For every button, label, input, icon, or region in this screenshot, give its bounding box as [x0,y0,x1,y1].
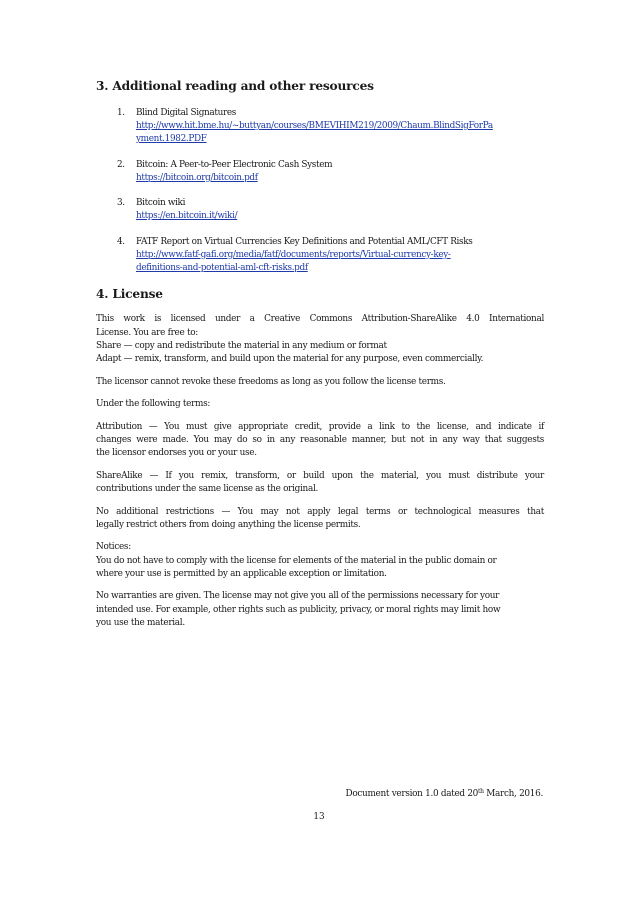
reference-item [96,236,544,275]
notices-paragraph [96,541,544,581]
reference-link-continued[interactable]: yment.1982.PDF [136,134,207,144]
reference-list [96,107,544,275]
reference-link[interactable]: https://en.bitcoin.it/wiki/ [136,211,238,222]
restrictions-paragraph [96,506,544,532]
terms-label [96,398,544,411]
reference-item [96,159,544,185]
warranty-paragraph [96,590,544,630]
reference-number: 1. [117,108,125,118]
text-line: Attribution — You must give appropriate credit, provide a link to the license, and indicate if [96,421,544,432]
section-heading-additional-reading: 3. Additional reading and other resources [96,79,374,93]
reference-title: Bitcoin: A Peer-to-Peer Electronic Cash System [136,159,333,170]
attribution-paragraph [96,421,544,461]
reference-title: Bitcoin wiki [136,198,186,209]
document-version-note [346,788,544,799]
version-suffix: March, 2016. [483,789,543,799]
text-line: The licensor cannot revoke these freedoms as long as you follow the license terms. [96,376,446,387]
sharealike-paragraph [96,470,544,496]
irrevocable-paragraph [96,376,544,389]
reference-number: 2. [117,159,125,170]
reference-title: Blind Digital Signatures [136,108,236,118]
reference-item [96,107,544,146]
text-line: This work is licensed under a Creative Commons Attribution-ShareAlike 4.0 International [96,314,544,325]
text-line: changes were made. You may do so in any reasonable manner, but not in any way that suggests [96,434,544,445]
reference-number: 3. [117,198,125,209]
text-line: you use the material. [96,617,185,628]
reference-link[interactable]: https://bitcoin.org/bitcoin.pdf [136,172,258,183]
text-line: ShareAlike — If you remix, transform, or build upon the material, you must distribute your [96,470,544,481]
page-content [96,74,544,639]
reference-link-continued[interactable]: definitions-and-potential-aml-cft-risks.pdf [136,262,308,273]
reference-title: FATF Report on Virtual Currencies Key Definitions and Potential AML/CFT Risks [136,236,473,247]
reference-link[interactable]: http://www.hit.bme.hu/~buttyan/courses/BMEVIHIM219/2009/Chaum.BlindSigForPa [136,121,493,131]
section-heading-license: 4. License [96,287,163,302]
notices-label: Notices: [96,542,131,553]
text-line: legally restrict others from doing anything the license permits. [96,519,361,530]
text-line: the licensor endorses you or your use. [96,448,257,459]
version-prefix: Document version 1.0 dated 20 [345,789,479,799]
reference-link[interactable]: http://www.fatf-gafi.org/media/fatf/documents/reports/Virtual-currency-key- [136,249,451,260]
text-line: License. You are free to: [96,327,198,338]
text-line: Under the following terms: [96,399,211,410]
license-body [96,313,544,630]
version-date-suffix: th [478,788,484,795]
license-intro-paragraph [96,313,544,366]
text-line: intended use. For example, other rights such as publicity, privacy, or moral rights may limit how [96,604,501,615]
reference-item [96,197,544,223]
page-number: 13 [313,812,325,822]
reference-number: 4. [117,236,125,247]
text-line: No additional restrictions — You may not apply legal terms or technological measures that [96,506,544,517]
share-line: Share — copy and redistribute the material in any medium or format [96,340,387,351]
text-line: contributions under the same license as the original. [96,483,319,494]
text-line: You do not have to comply with the license for elements of the material in the public domain or [96,555,497,566]
text-line: No warranties are given. The license may not give you all of the permissions necessary for your [96,591,500,602]
adapt-line: Adapt — remix, transform, and build upon the material for any purpose, even commercially. [96,353,484,364]
text-line: where your use is permitted by an applicable exception or limitation. [96,568,387,579]
